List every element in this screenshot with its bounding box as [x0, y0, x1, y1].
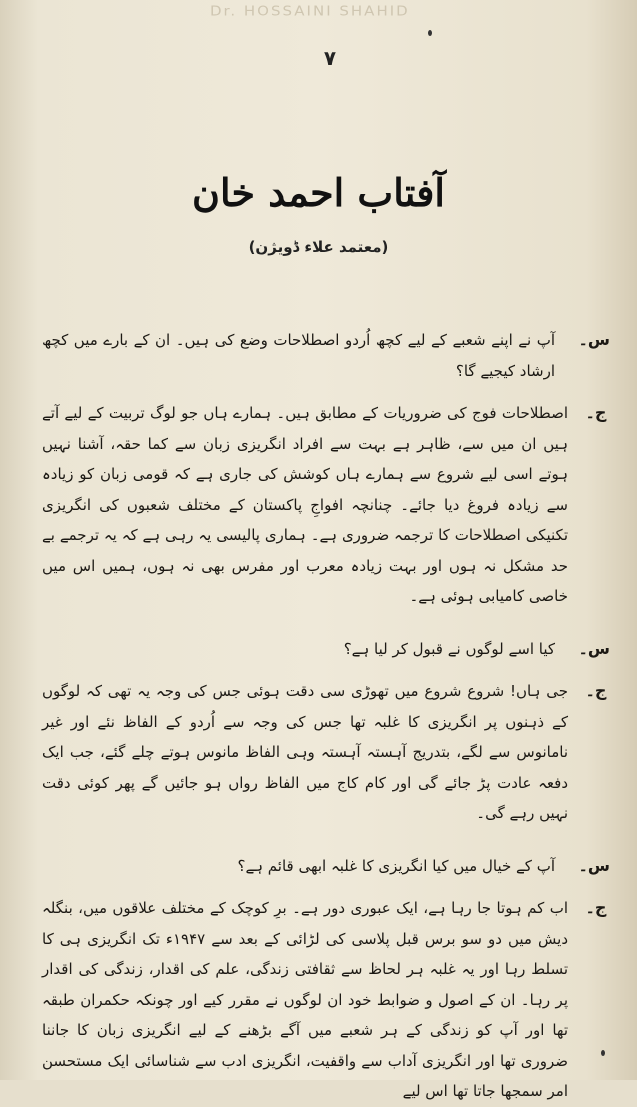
answer-marker: ج۔ [585, 403, 607, 422]
question-block [30, 851, 610, 882]
answer-block [30, 398, 610, 612]
question-text: کیا اسے لوگوں نے قبول کر لیا ہے؟ [343, 639, 555, 658]
question-block [30, 634, 610, 665]
answer-text: اصطلاحات فوج کی ضروریات کے مطابق ہیں۔ ہمارے ہاں جو لوگ تربیت کے لیے آتے ہیں ان میں سے، ظاہر ہے بہت سے افراد انگریزی زبان سے کما حقہ، آشنا نہیں ہوتے اسی لیے شروع سے ہمارے ہاں کوشش کی جاری ہے کہ قومی زبان کو زیادہ سے زیادہ فروغ دیا جائے۔ چنانچہ افواجِ پاکستان کے مختلف شعبوں کی انگریزی تکنیکی اصطلاحات کا ترجمہ ضروری ہے۔ ہماری پالیسی یہ رہی ہے کہ یہ ترجمے بے حد مشکل نہ ہوں اور بہت زیادہ معرب اور مفرس بھی نہ ہوں، ہمیں اس میں خاصی کامیابی ہوئی ہے۔ [42, 404, 568, 605]
answer-text: جی ہاں! شروع شروع میں تھوڑی سی دقت ہوئی جس کی وجہ یہ تھی کہ لوگوں کے ذہنوں پر انگریزی کا غلبہ تھا جس کی وجہ سے اُردو کے الفاظ نئے اور غیر نامانوس سے لگے، بتدریج آہستہ آہستہ وہی الفاظ مانوس ہوتے چلے گئے، جب ایک دفعہ عادت پڑ جائے گی اور کام کاج میں الفاظ رواں ہو جائیں گے پھر کوئی دقت نہیں رہے گی۔ [42, 682, 568, 822]
answer-marker: ج۔ [585, 681, 607, 700]
question-text: آپ کے خیال میں کیا انگریزی کا غلبہ ابھی قائم ہے؟ [237, 856, 555, 875]
answer-text: اب کم ہوتا جا رہا ہے، ایک عبوری دور ہے۔ برِ کوچک کے مختلف علاقوں میں، بنگلہ دیش میں دو سو برس قبل پلاسی کی لڑائی کے بعد سے ۱۹۴۷ء تک انگریزی ہی کا تسلط رہا اور یہ غلبہ ہر لحاظ سے ثقافتی زندگی، علم کی اقدار، زندگی کی اقدار پر رہا۔ ان کے اصول و ضوابط خود ان لوگوں نے مقرر کیے اور چونکہ حکمران طبقہ تھا اور آپ کو زندگی کے ہر شعبے میں آگے بڑھنے کے لیے انگریزی زبان کا جاننا ضروری تھا اور انگریزی آداب سے واقفیت، انگریزی ادب سے شناسائی ایک مستحسن امر سمجھا جاتا تھا اس لیے [42, 899, 569, 1100]
question-marker: س۔ [578, 330, 610, 349]
bleed-through-text: Dr. HOSSAINI SHAHID [210, 2, 410, 20]
page-number: ۷ [323, 46, 337, 70]
answer-block [30, 893, 610, 1107]
question-text: آپ نے اپنے شعبے کے لیے کچھ اُردو اصطلاحات وضع کی ہیں۔ ان کے بارے میں کچھ ارشاد کیجیے گا؟ [42, 331, 555, 380]
interview-body [30, 325, 610, 1107]
question-block [30, 325, 610, 386]
answer-marker: ج۔ [585, 898, 607, 917]
question-marker: س۔ [578, 638, 610, 658]
page-title: آفتاب احمد خان [192, 170, 445, 215]
question-marker: س۔ [578, 855, 610, 875]
ink-speck [428, 30, 432, 36]
answer-block [30, 676, 610, 829]
page-subtitle: (معتمد علاء ڈویژن) [248, 238, 389, 256]
